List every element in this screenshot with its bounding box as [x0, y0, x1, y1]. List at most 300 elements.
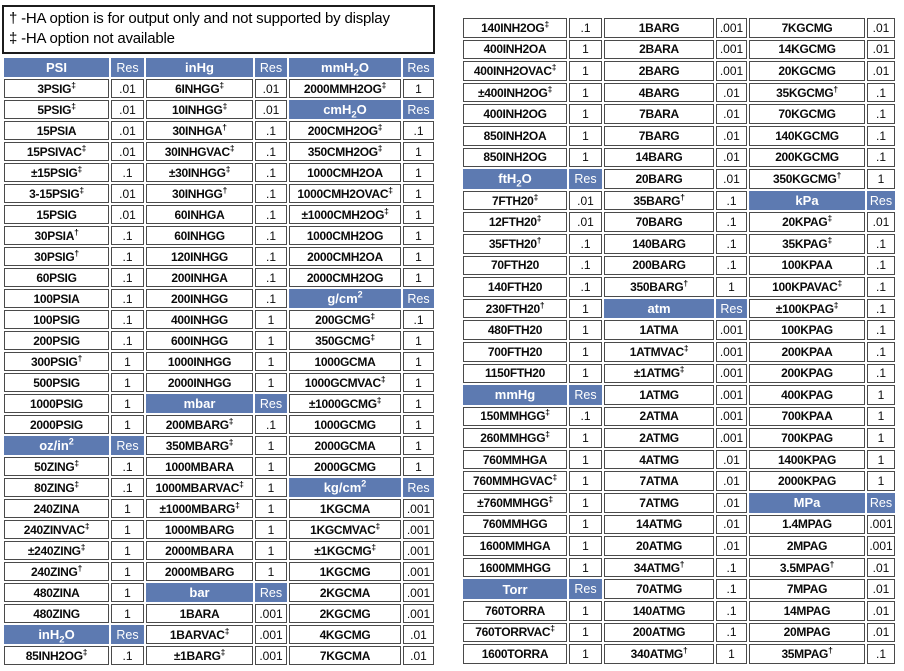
resolution-cell: .1: [716, 212, 747, 232]
resolution-cell: 1: [255, 331, 287, 350]
range-code-cell: 4ATMG: [604, 450, 714, 470]
resolution-cell: .1: [255, 121, 287, 140]
table-row: [463, 104, 895, 124]
resolution-cell: 1: [255, 436, 287, 455]
range-code-cell: 20BARG: [604, 169, 714, 189]
table-row: [4, 289, 434, 308]
range-code-cell: 60INHGG: [146, 226, 253, 245]
resolution-cell: .1: [111, 268, 144, 287]
range-code-cell: 140KGCMG: [749, 126, 865, 146]
table-row: [463, 342, 895, 362]
table-row: [463, 471, 895, 491]
range-code-cell: 850INH2OA: [463, 126, 567, 146]
table-row: [463, 212, 895, 232]
unit-section-header: PSI: [4, 58, 109, 77]
resolution-cell: .01: [111, 142, 144, 161]
range-code-cell: 70ATMG: [604, 579, 714, 599]
range-code-cell: ±1BARG‡: [146, 646, 253, 665]
resolution-cell: .1: [867, 342, 895, 362]
table-row: [4, 394, 434, 413]
resolution-cell: .1: [111, 457, 144, 476]
resolution-cell: 1: [255, 520, 287, 539]
range-code-cell: 1BARA: [146, 604, 253, 623]
resolution-cell: .1: [867, 126, 895, 146]
range-code-cell: 20KPAG‡: [749, 212, 865, 232]
resolution-cell: 1: [716, 644, 747, 664]
range-code-cell: 3-15PSIG‡: [4, 184, 109, 203]
range-code-cell: 350KGCMG†: [749, 169, 865, 189]
range-code-cell: 70FTH20: [463, 256, 567, 276]
range-code-cell: 1000PSIG: [4, 394, 109, 413]
resolution-cell: .01: [716, 515, 747, 535]
resolution-cell: .01: [569, 191, 602, 211]
resolution-cell: .01: [111, 205, 144, 224]
resolution-cell: 1: [403, 415, 434, 434]
resolution-cell: .001: [716, 428, 747, 448]
range-code-cell: 2000MBARA: [146, 541, 253, 560]
resolution-cell: 1: [867, 450, 895, 470]
table-row: [4, 142, 434, 161]
resolution-cell: .1: [716, 623, 747, 643]
range-code-cell: 200INHGA: [146, 268, 253, 287]
range-code-cell: 10INHGG‡: [146, 100, 253, 119]
res-column-header: Res: [716, 299, 747, 319]
resolution-cell: .1: [716, 579, 747, 599]
unit-section-header: mmHg: [463, 385, 567, 405]
range-code-cell: 150MMHGG‡: [463, 407, 567, 427]
range-code-cell: 30PSIG†: [4, 247, 109, 266]
resolution-cell: .1: [255, 184, 287, 203]
table-row: [4, 541, 434, 560]
range-code-cell: 200CMH2OG‡: [289, 121, 401, 140]
resolution-cell: .001: [403, 562, 434, 581]
table-row: [4, 226, 434, 245]
range-code-cell: 760TORRA: [463, 601, 567, 621]
range-code-cell: 700FTH20: [463, 342, 567, 362]
resolution-cell: .1: [111, 478, 144, 497]
range-code-cell: 1000MBARG: [146, 520, 253, 539]
resolution-cell: .001: [403, 541, 434, 560]
range-code-cell: 200ATMG: [604, 623, 714, 643]
resolution-cell: .1: [716, 601, 747, 621]
resolution-cell: .01: [111, 121, 144, 140]
resolution-cell: 1: [569, 623, 602, 643]
range-code-cell: 35KPAG‡: [749, 234, 865, 254]
range-code-cell: 1ATMVAC‡: [604, 342, 714, 362]
resolution-cell: 1: [403, 184, 434, 203]
range-code-cell: 2KGCMA: [289, 583, 401, 602]
unit-section-header: inH$_2$O: [4, 625, 109, 644]
table-row: [4, 625, 434, 644]
resolution-cell: .01: [867, 40, 895, 60]
resolution-cell: 1: [569, 104, 602, 124]
table-row: [4, 310, 434, 329]
resolution-cell: .1: [716, 191, 747, 211]
range-code-cell: 14KGCMG: [749, 40, 865, 60]
range-code-cell: 34ATMG†: [604, 558, 714, 578]
range-code-cell: 850INH2OG: [463, 148, 567, 168]
resolution-cell: .1: [867, 256, 895, 276]
table-row: [463, 644, 895, 664]
resolution-cell: 1: [255, 499, 287, 518]
table-row: [463, 407, 895, 427]
resolution-cell: .01: [867, 579, 895, 599]
resolution-cell: .01: [716, 169, 747, 189]
range-code-cell: 7MPAG: [749, 579, 865, 599]
range-code-cell: 350GCMG‡: [289, 331, 401, 350]
range-code-cell: 140INH2OG‡: [463, 18, 567, 38]
table-row: [463, 601, 895, 621]
range-code-cell: 70KGCMG: [749, 104, 865, 124]
unit-section-header: inHg: [146, 58, 253, 77]
range-code-cell: 240ZINA: [4, 499, 109, 518]
range-code-cell: 1.4MPAG: [749, 515, 865, 535]
range-code-cell: 2ATMG: [604, 428, 714, 448]
resolution-cell: .001: [403, 520, 434, 539]
table-row: [463, 536, 895, 556]
resolution-cell: 1: [569, 428, 602, 448]
resolution-cell: .1: [255, 289, 287, 308]
range-code-cell: 20KGCMG: [749, 61, 865, 81]
range-code-cell: 7KGCMA: [289, 646, 401, 665]
res-column-header: Res: [403, 478, 434, 497]
range-code-cell: 760TORRVAC‡: [463, 623, 567, 643]
table-row: [4, 247, 434, 266]
table-row: [4, 646, 434, 665]
resolution-cell: .001: [255, 646, 287, 665]
range-code-cell: 7BARA: [604, 104, 714, 124]
range-code-cell: 1000CMH2OG: [289, 226, 401, 245]
resolution-cell: .001: [403, 604, 434, 623]
range-code-cell: 2000GCMA: [289, 436, 401, 455]
range-code-cell: 2000KPAG: [749, 471, 865, 491]
resolution-cell: 1: [569, 61, 602, 81]
table-row: [4, 121, 434, 140]
range-code-cell: 60INHGA: [146, 205, 253, 224]
range-code-cell: 120INHGG: [146, 247, 253, 266]
table-row: [4, 520, 434, 539]
range-code-cell: 7ATMA: [604, 471, 714, 491]
range-code-cell: 2000INHGG: [146, 373, 253, 392]
table-row: [4, 352, 434, 371]
resolution-cell: 1: [403, 79, 434, 98]
resolution-cell: .01: [111, 184, 144, 203]
range-code-cell: 760MMHGA: [463, 450, 567, 470]
resolution-cell: 1: [111, 541, 144, 560]
range-resolution-table-left-body: [4, 58, 434, 665]
resolution-cell: 1: [403, 205, 434, 224]
range-code-cell: 30INHGA†: [146, 121, 253, 140]
resolution-cell: 1: [403, 352, 434, 371]
range-code-cell: 140FTH20: [463, 277, 567, 297]
range-code-cell: 1000GCMG: [289, 415, 401, 434]
resolution-cell: .1: [255, 163, 287, 182]
resolution-cell: .001: [867, 515, 895, 535]
unit-section-header: $kg/cm^2$: [289, 478, 401, 497]
resolution-cell: .01: [716, 83, 747, 103]
range-code-cell: 1000CMH2OVAC‡: [289, 184, 401, 203]
range-code-cell: ±1000CMH2OG‡: [289, 205, 401, 224]
range-code-cell: 760MMHGVAC‡: [463, 471, 567, 491]
range-resolution-table-right-body: [463, 18, 895, 664]
table-row: [4, 373, 434, 392]
table-row: [463, 299, 895, 319]
resolution-cell: .1: [569, 18, 602, 38]
table-row: [463, 579, 895, 599]
range-code-cell: 1ATMG: [604, 385, 714, 405]
res-column-header: Res: [403, 100, 434, 119]
range-code-cell: 400INHGG: [146, 310, 253, 329]
table-row: [4, 184, 434, 203]
resolution-cell: .1: [867, 104, 895, 124]
resolution-cell: .01: [716, 126, 747, 146]
range-code-cell: 2ATMA: [604, 407, 714, 427]
footnote-legend-box: [2, 5, 435, 54]
resolution-cell: 1: [569, 148, 602, 168]
range-code-cell: 200KPAG: [749, 364, 865, 384]
range-code-cell: 260MMHGG‡: [463, 428, 567, 448]
resolution-cell: 1: [403, 268, 434, 287]
table-row: [463, 558, 895, 578]
resolution-cell: .1: [255, 226, 287, 245]
resolution-cell: 1: [569, 320, 602, 340]
table-row: [4, 100, 434, 119]
table-row: [4, 268, 434, 287]
res-column-header: Res: [867, 493, 895, 513]
unit-section-header: bar: [146, 583, 253, 602]
unit-section-header: $oz/in^2$: [4, 436, 109, 455]
resolution-cell: .01: [867, 558, 895, 578]
range-code-cell: 1600TORRA: [463, 644, 567, 664]
resolution-cell: 1: [111, 499, 144, 518]
resolution-cell: 1: [569, 515, 602, 535]
resolution-cell: .1: [569, 256, 602, 276]
range-code-cell: 35KGCMG†: [749, 83, 865, 103]
range-code-cell: 35BARG†: [604, 191, 714, 211]
range-code-cell: 2BARA: [604, 40, 714, 60]
resolution-cell: .01: [403, 625, 434, 644]
table-row: [4, 499, 434, 518]
resolution-cell: .001: [716, 407, 747, 427]
resolution-cell: .1: [716, 234, 747, 254]
range-code-cell: 1000INHGG: [146, 352, 253, 371]
resolution-cell: .1: [569, 407, 602, 427]
range-code-cell: 400INH2OA: [463, 40, 567, 60]
res-column-header: Res: [111, 436, 144, 455]
range-code-cell: 70BARG: [604, 212, 714, 232]
res-column-header: Res: [569, 385, 602, 405]
range-code-cell: 60PSIG: [4, 268, 109, 287]
resolution-cell: 1: [111, 415, 144, 434]
resolution-cell: 1: [716, 277, 747, 297]
resolution-cell: .1: [867, 148, 895, 168]
table-row: [463, 385, 895, 405]
range-code-cell: 20ATMG: [604, 536, 714, 556]
range-code-cell: 7BARG: [604, 126, 714, 146]
resolution-cell: .01: [403, 646, 434, 665]
range-code-cell: 2000CMH2OA: [289, 247, 401, 266]
resolution-cell: .01: [255, 79, 287, 98]
table-row: [463, 234, 895, 254]
resolution-cell: 1: [255, 352, 287, 371]
range-code-cell: 100PSIA: [4, 289, 109, 308]
range-code-cell: 7FTH20‡: [463, 191, 567, 211]
range-code-cell: ±1ATMG‡: [604, 364, 714, 384]
resolution-cell: 1: [111, 562, 144, 581]
resolution-cell: 1: [111, 373, 144, 392]
resolution-cell: .001: [716, 342, 747, 362]
range-code-cell: 140ATMG: [604, 601, 714, 621]
range-code-cell: ±240ZING‡: [4, 541, 109, 560]
resolution-cell: .1: [867, 320, 895, 340]
range-code-cell: 1000CMH2OA: [289, 163, 401, 182]
resolution-cell: .01: [867, 212, 895, 232]
unit-section-header: MPa: [749, 493, 865, 513]
resolution-cell: .001: [716, 61, 747, 81]
table-row: [463, 623, 895, 643]
range-code-cell: 12FTH20‡: [463, 212, 567, 232]
range-code-cell: 1400KPAG: [749, 450, 865, 470]
range-code-cell: 140BARG: [604, 234, 714, 254]
table-row: [4, 583, 434, 602]
table-row: [463, 83, 895, 103]
resolution-cell: 1: [255, 541, 287, 560]
res-column-header: Res: [255, 58, 287, 77]
resolution-cell: .1: [255, 205, 287, 224]
range-code-cell: 1600MMHGG: [463, 558, 567, 578]
res-column-header: Res: [867, 191, 895, 211]
resolution-cell: .001: [403, 583, 434, 602]
resolution-cell: .1: [255, 268, 287, 287]
unit-section-header: Torr: [463, 579, 567, 599]
range-code-cell: 1ATMA: [604, 320, 714, 340]
range-code-cell: 50ZING‡: [4, 457, 109, 476]
resolution-cell: 1: [255, 562, 287, 581]
res-column-header: Res: [569, 579, 602, 599]
resolution-cell: .1: [867, 277, 895, 297]
resolution-cell: .1: [569, 234, 602, 254]
range-code-cell: 15PSIVAC‡: [4, 142, 109, 161]
resolution-cell: 1: [569, 40, 602, 60]
range-code-cell: 2000MMH2OG‡: [289, 79, 401, 98]
resolution-cell: .01: [716, 450, 747, 470]
resolution-cell: 1: [255, 310, 287, 329]
resolution-cell: .001: [255, 625, 287, 644]
range-code-cell: 1KGCMA: [289, 499, 401, 518]
resolution-cell: .01: [716, 148, 747, 168]
range-code-cell: 2KGCMG: [289, 604, 401, 623]
resolution-cell: .001: [716, 385, 747, 405]
range-code-cell: 500PSIG: [4, 373, 109, 392]
table-row: [4, 331, 434, 350]
range-code-cell: 2000MBARG: [146, 562, 253, 581]
resolution-cell: 1: [255, 478, 287, 497]
range-code-cell: 20MPAG: [749, 623, 865, 643]
range-code-cell: 14ATMG: [604, 515, 714, 535]
table-row: [4, 436, 434, 455]
table-row: [4, 58, 434, 77]
resolution-cell: 1: [403, 436, 434, 455]
resolution-cell: 1: [569, 493, 602, 513]
range-code-cell: 1000MBARA: [146, 457, 253, 476]
resolution-cell: 1: [403, 247, 434, 266]
res-column-header: Res: [403, 289, 434, 308]
range-code-cell: 200PSIG: [4, 331, 109, 350]
resolution-cell: .1: [867, 234, 895, 254]
range-code-cell: 200KPAA: [749, 342, 865, 362]
resolution-cell: .01: [569, 212, 602, 232]
range-code-cell: 200MBARG‡: [146, 415, 253, 434]
range-code-cell: 1BARVAC‡: [146, 625, 253, 644]
range-code-cell: 14MPAG: [749, 601, 865, 621]
table-row: [463, 169, 895, 189]
unit-section-header: mmH$_2$O: [289, 58, 401, 77]
range-code-cell: 200BARG: [604, 256, 714, 276]
range-code-cell: ±1KGCMG‡: [289, 541, 401, 560]
resolution-cell: .1: [403, 121, 434, 140]
resolution-cell: .001: [716, 18, 747, 38]
range-code-cell: 35FTH20†: [463, 234, 567, 254]
table-row: [463, 256, 895, 276]
range-code-cell: 200GCMG‡: [289, 310, 401, 329]
resolution-cell: .1: [867, 83, 895, 103]
resolution-cell: .1: [111, 226, 144, 245]
range-code-cell: 2000CMH2OG: [289, 268, 401, 287]
range-code-cell: 230FTH20†: [463, 299, 567, 319]
range-code-cell: 100KPAG: [749, 320, 865, 340]
resolution-cell: 1: [403, 331, 434, 350]
table-row: [4, 79, 434, 98]
left-column: [2, 5, 436, 667]
table-row: [463, 126, 895, 146]
resolution-cell: 1: [403, 142, 434, 161]
range-code-cell: 240ZING†: [4, 562, 109, 581]
resolution-cell: .1: [111, 163, 144, 182]
resolution-cell: 1: [255, 373, 287, 392]
range-code-cell: 1KGCMG: [289, 562, 401, 581]
resolution-cell: 1: [867, 471, 895, 491]
range-code-cell: 14BARG: [604, 148, 714, 168]
table-row: [4, 415, 434, 434]
range-code-cell: 480ZING: [4, 604, 109, 623]
resolution-cell: .001: [403, 499, 434, 518]
footnote-dagger-line: † -HA option is for output only and not supported by display: [9, 10, 390, 27]
range-code-cell: 350MBARG‡: [146, 436, 253, 455]
resolution-cell: .001: [716, 320, 747, 340]
range-code-cell: 1000MBARVAC‡: [146, 478, 253, 497]
range-code-cell: 760MMHGG: [463, 515, 567, 535]
range-code-cell: 300PSIG†: [4, 352, 109, 371]
resolution-cell: .001: [716, 364, 747, 384]
resolution-cell: .01: [867, 601, 895, 621]
res-column-header: Res: [569, 169, 602, 189]
range-code-cell: 480FTH20: [463, 320, 567, 340]
resolution-cell: .01: [867, 61, 895, 81]
unit-section-header: ftH$_2$O: [463, 169, 567, 189]
table-row: [463, 450, 895, 470]
range-code-cell: 2000GCMG: [289, 457, 401, 476]
range-code-cell: 6INHGG‡: [146, 79, 253, 98]
range-code-cell: 240ZINVAC‡: [4, 520, 109, 539]
range-code-cell: 700KPAA: [749, 407, 865, 427]
resolution-cell: .01: [111, 79, 144, 98]
resolution-cell: 1: [403, 373, 434, 392]
range-code-cell: 350CMH2OG‡: [289, 142, 401, 161]
resolution-cell: 1: [569, 450, 602, 470]
range-code-cell: 4BARG: [604, 83, 714, 103]
resolution-cell: 1: [569, 299, 602, 319]
table-row: [463, 277, 895, 297]
